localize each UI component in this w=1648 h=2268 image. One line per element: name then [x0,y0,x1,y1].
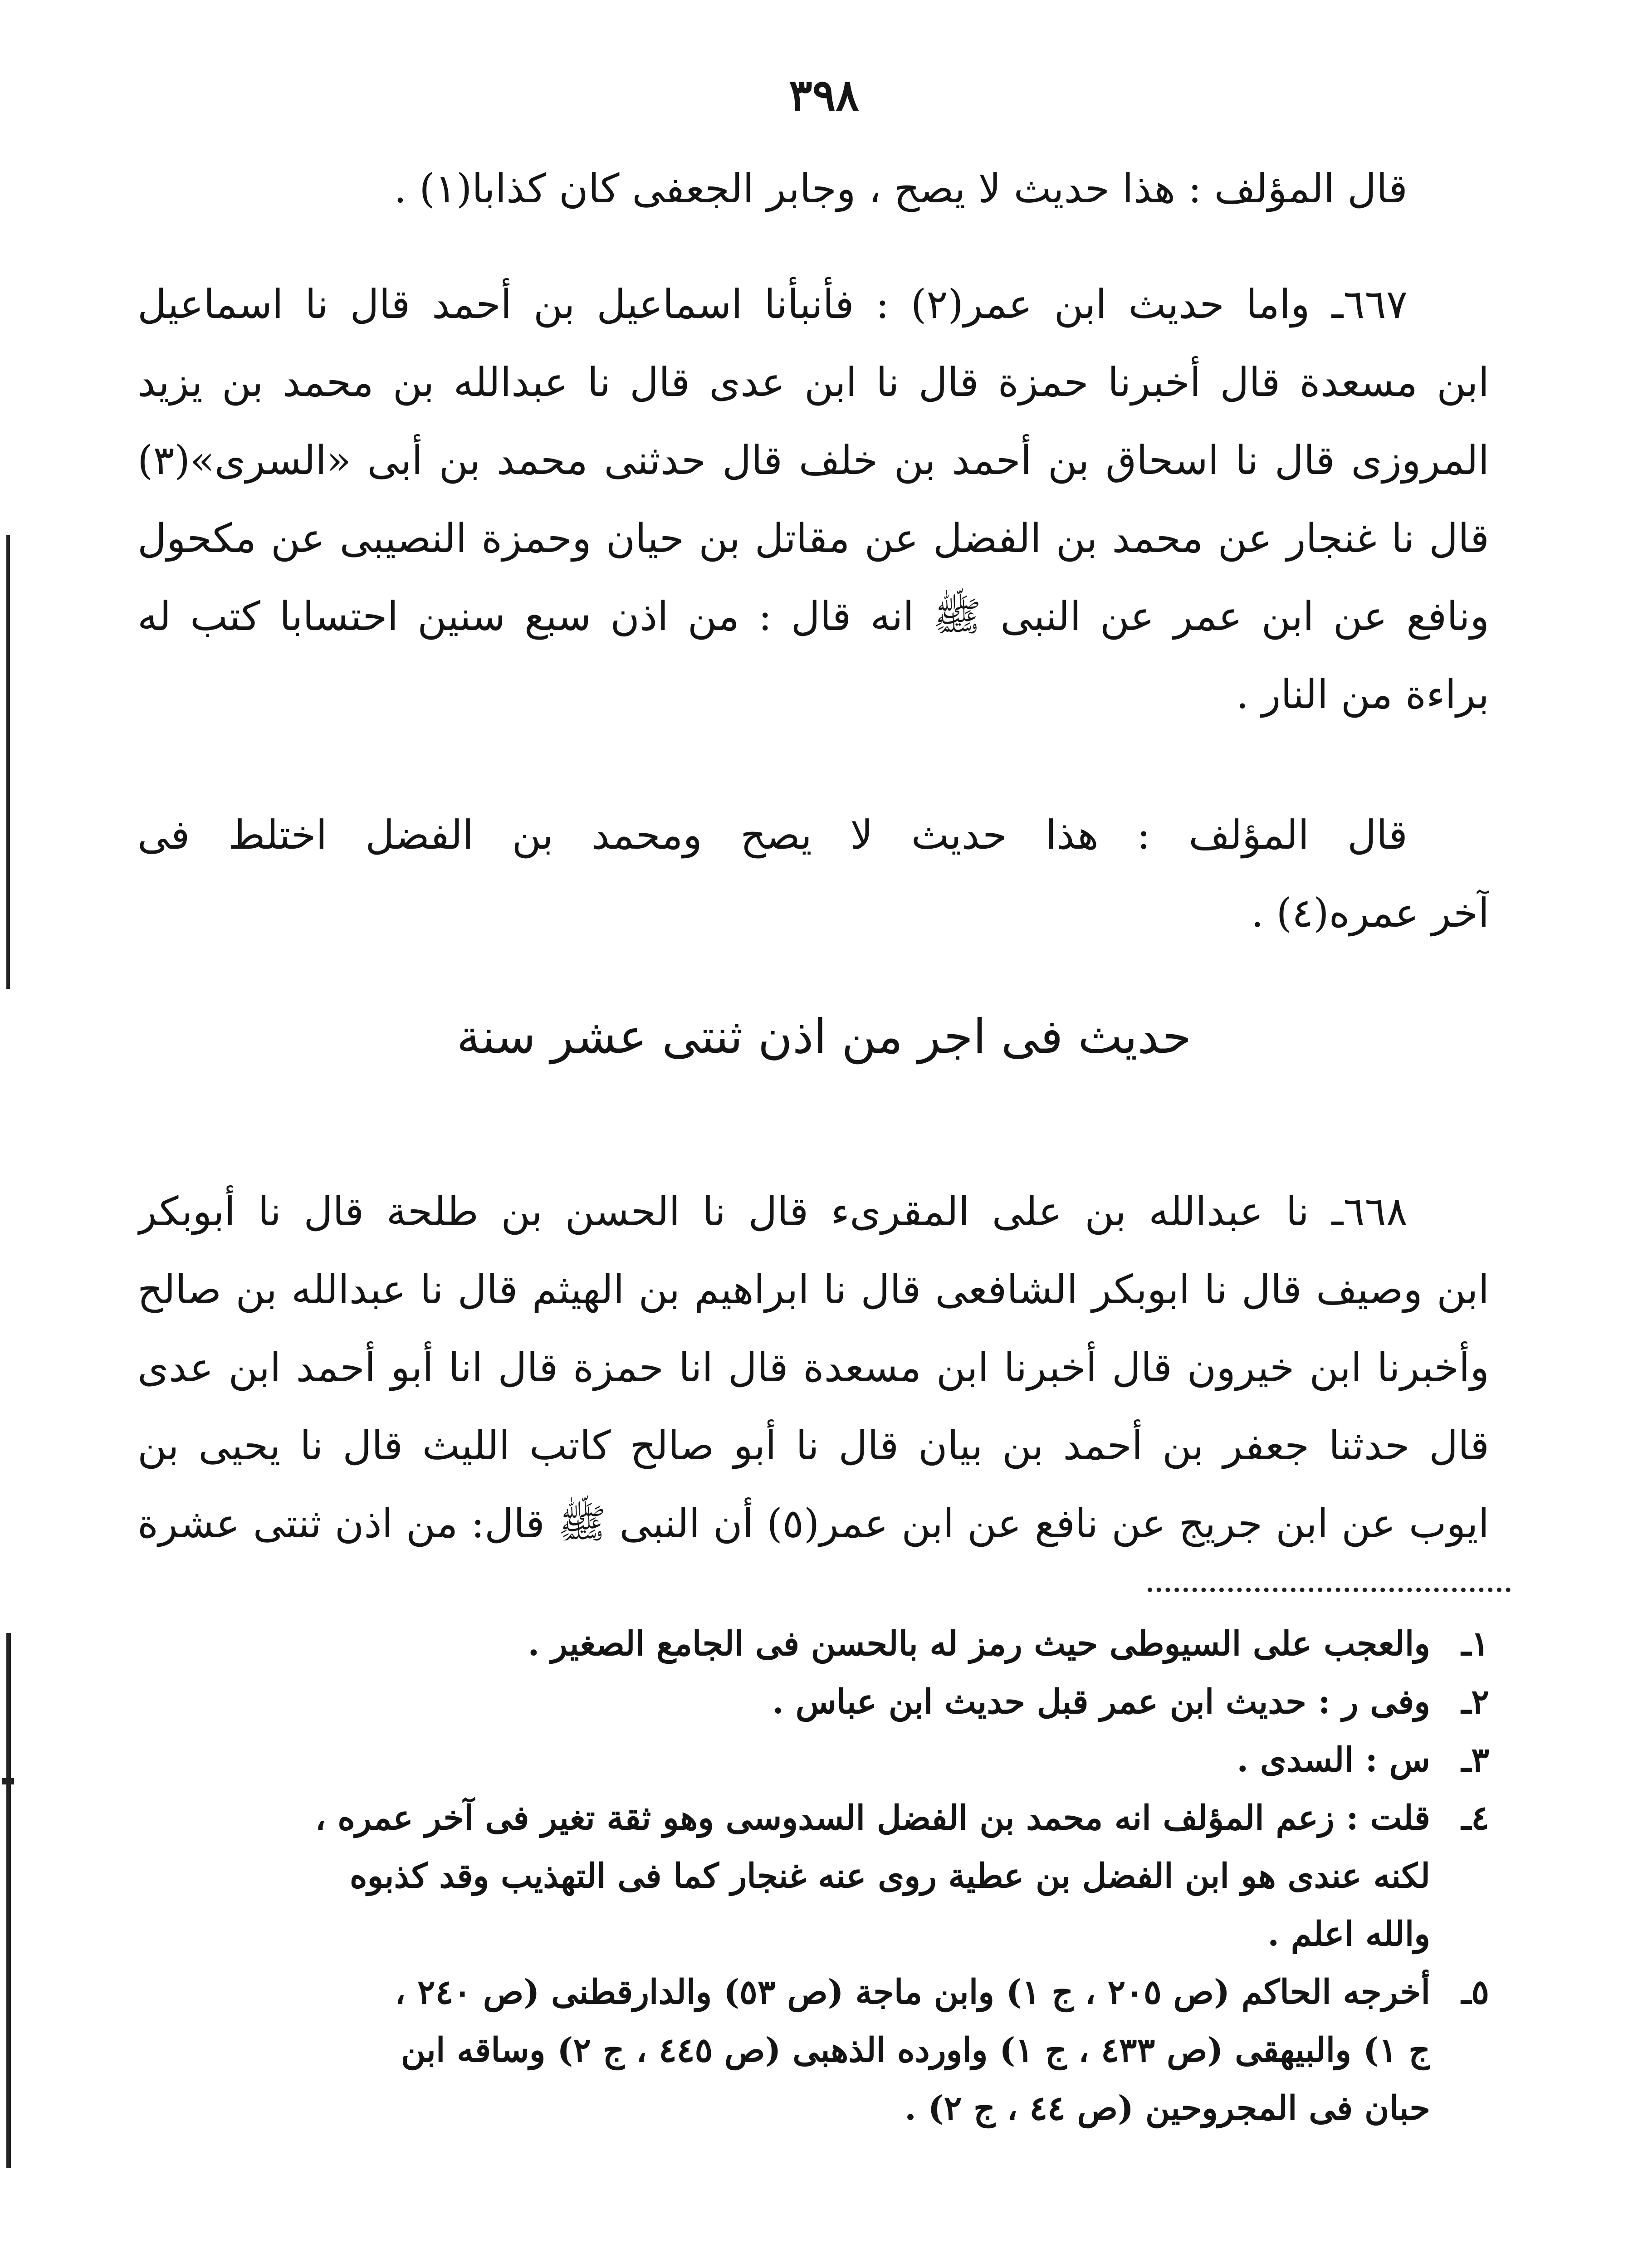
footnote-line: والعجب على السيوطى حيث رمز له بالحسن فى الجامع الصغير . [528,1624,1430,1663]
footnote-line: أخرجه الحاكم (ص ٢٠٥ ، ج ١) وابن ماجة (ص ٥٣) والدارقطنى (ص ٢٤٠ ، [395,1973,1430,2012]
text-line: وأخبرنا ابن خيرون قال أخبرنا ابن مسعدة قال انا حمزة قال انا أبو أحمد ابن عدى [137,1344,1489,1391]
footnote-number: ٣ـ [1461,1740,1489,1779]
text-line: ابن وصيف قال نا ابوبكر الشافعى قال نا ابراهيم بن الهيثم قال نا عبدالله بن صالح [137,1266,1489,1313]
footnote-5 [137,1963,1489,2137]
footnote-1 [137,1615,1489,1673]
footnote-separator [1148,1588,1511,1592]
text-line: ابن مسعدة قال أخبرنا حمزة قال نا ابن عدى قال نا عبدالله بن محمد بن يزيد [137,359,1489,406]
footnotes [137,1615,1489,2137]
footnote-number: ٤ـ [1461,1799,1489,1838]
text-line: قال المؤلف : هذا حديث لا يصح ، وجابر الجعفى كان كذابا(١) . [394,165,1408,212]
footnote-4 [137,1789,1489,1963]
footnote-line: قلت : زعم المؤلف انه محمد بن الفضل السدوسى وهو ثقة تغير فى آخر عمره ، [315,1799,1430,1838]
footnote-3 [137,1731,1489,1789]
footnote-number: ٢ـ [1461,1682,1489,1721]
text-line: المروزى قال نا اسحاق بن أحمد بن خلف قال حدثنى محمد بن أبى «السرى»(٣) [137,437,1489,484]
scan-margin-line [6,535,10,989]
footnote-number: ٥ـ [1461,1973,1489,2012]
paragraph-author-note-2 [137,796,1489,952]
text-line: ونافع عن ابن عمر عن النبى ﷺ انه قال : من اذن سبع سنين احتسابا كتب له [137,593,1489,640]
scan-margin-tick [2,1778,14,1784]
paragraph-author-note-1 [137,150,1489,228]
text-line: ٦٦٨ـ نا عبدالله بن على المقرىء قال نا الحسن بن طلحة قال نا أبوبكر [137,1188,1408,1235]
footnote-number: ١ـ [1461,1624,1489,1663]
paragraph-hadith-667 [137,265,1489,733]
footnote-line: ج ١) والبيهقى (ص ٤٣٣ ، ج ١) واورده الذهبى (ص ٤٤٥ ، ج ٢) وساقه ابن [401,2031,1430,2070]
footnote-2 [137,1673,1489,1731]
footnote-line: حبان فى المجروحين (ص ٤٤ ، ج ٢) . [905,2089,1430,2128]
section-title: حديث فى اجر من اذن ثنتى عشر سنة [456,1009,1192,1064]
text-line: قال نا غنجار عن محمد بن الفضل عن مقاتل بن حيان وحمزة النصيبى عن مكحول [137,515,1489,562]
footnote-line: وفى ر : حديث ابن عمر قبل حديث ابن عباس . [772,1682,1430,1721]
text-line: قال المؤلف : هذا حديث لا يصح ومحمد بن الفضل اختلط فى [137,811,1408,858]
footnote-line: والله اعلم . [1267,1915,1430,1954]
footnote-line: لكنه عندى هو ابن الفضل بن عطية روى عنه غنجار كما فى التهذيب وقد كذبوه [349,1857,1430,1896]
text-line: ايوب عن ابن جريج عن نافع عن ابن عمر(٥) أن النبى ﷺ قال: من اذن ثنتى عشرة [137,1500,1489,1547]
paragraph-hadith-668 [137,1173,1489,1563]
page-number: ٣٩٨ [789,69,859,121]
scan-margin-line [6,1633,11,2168]
text-line: آخر عمره(٤) . [1251,890,1489,936]
text-line: براءة من النار . [1236,671,1489,718]
footnote-line: س : السدى . [1237,1740,1430,1779]
text-line: ٦٦٧ـ واما حديث ابن عمر(٢) : فأنبأنا اسماعيل بن أحمد قال نا اسماعيل [137,281,1408,327]
text-line: قال حدثنا جعفر بن أحمد بن بيان قال نا أبو صالح كاتب الليث قال نا يحيى بن [137,1422,1489,1469]
